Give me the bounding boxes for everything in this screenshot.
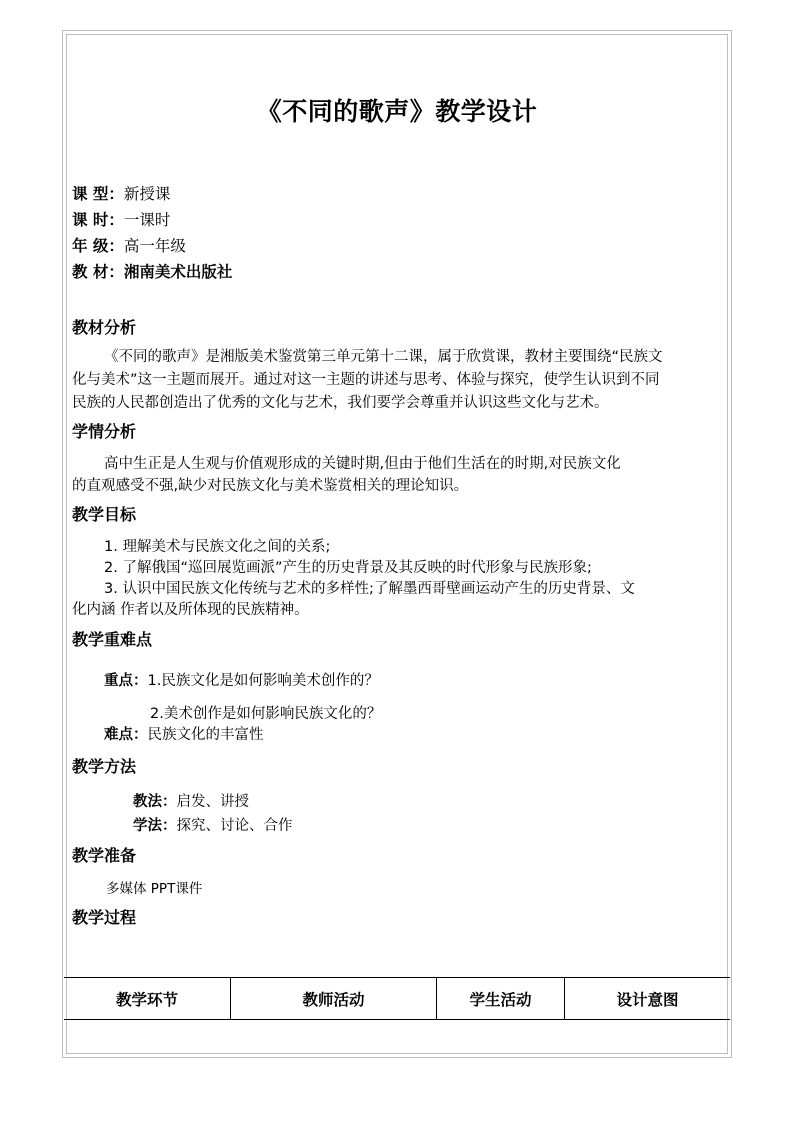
heading-process: 教学过程 (72, 908, 137, 927)
heading-students: 学情分析 (72, 422, 137, 441)
key-point-2: 2.美术创作是如何影响民族文化的？ (150, 706, 382, 722)
heading-prep: 教学准备 (72, 846, 137, 865)
document-title: 《不同的歌声》教学设计 (256, 97, 538, 126)
meta-type-value: 新授课 (123, 185, 171, 203)
meta-grade-label: 年 级： (72, 237, 124, 255)
heading-goals: 教学目标 (72, 505, 137, 524)
goal-line-4: 化内涵 作者以及所体现的民族精神。 (72, 602, 309, 618)
key-point-1 (104, 669, 379, 690)
difficult-point (104, 723, 264, 744)
meta-textbook-label: 教 材： (72, 263, 124, 281)
teaching-method (133, 790, 249, 811)
learning-method (133, 814, 293, 835)
meta-type-label: 课 型： (72, 185, 124, 203)
meta-textbook (72, 260, 232, 282)
key-text-1: 1.民族文化是如何影响美术创作的？ (147, 673, 379, 689)
meta-textbook-value: 湘南美术出版社 (123, 263, 233, 281)
meta-period-label: 课 时： (72, 211, 124, 229)
teaching-method-label: 教法： (133, 794, 177, 810)
heading-analysis: 教材分析 (72, 318, 137, 337)
table-header-intent: 设计意图 (564, 978, 730, 1019)
meta-grade (72, 234, 186, 256)
goal-line-2: 2. 了解俄国“巡回展览画派”产生的历史背景及其反映的时代形象与民族形象; (104, 560, 592, 576)
table-header-stage: 教学环节 (115, 990, 178, 1009)
key-label: 重点： (104, 673, 148, 689)
meta-period-value: 一课时 (123, 211, 171, 229)
students-line-2: 的直观感受不强,缺少对民族文化与美术鉴赏相关的理论知识。 (72, 478, 469, 494)
heading-keypoints: 教学重难点 (72, 630, 153, 649)
table-header-teacher: 教师活动 (230, 978, 436, 1019)
difficult-text: 民族文化的丰富性 (147, 727, 264, 743)
heading-methods: 教学方法 (72, 757, 137, 776)
learning-method-label: 学法： (133, 818, 177, 834)
table-header-student: 学生活动 (436, 978, 564, 1019)
teaching-method-text: 启发、讲授 (176, 794, 249, 810)
meta-type (72, 182, 170, 204)
analysis-line-1: 《不同的歌声》是湘版美术鉴赏第三单元第十二课，属于欣赏课，教材主要围绕“民族文 (104, 349, 663, 365)
goal-line-1: 1. 理解美术与民族文化之间的关系; (104, 539, 331, 555)
prep-text: 多媒体 PPT课件 (106, 881, 203, 897)
meta-grade-value: 高一年级 (123, 237, 186, 255)
difficult-label: 难点： (104, 727, 148, 743)
analysis-line-2: 化与美术”这一主题而展开。通过对这一主题的讲述与思考、体验与探究，使学生认识到不同 (72, 372, 660, 388)
process-table-header (64, 977, 730, 1020)
analysis-line-3: 民族的人民都创造出了优秀的文化与艺术，我们要学会尊重并认识这些文化与艺术。 (72, 395, 609, 411)
meta-period (72, 208, 170, 230)
goal-line-3: 3. 认识中国民族文化传统与艺术的多样性;了解墨西哥壁画运动产生的历史背景、文 (104, 581, 635, 597)
learning-method-text: 探究、讨论、合作 (176, 818, 293, 834)
students-line-1: 高中生正是人生观与价值观形成的关键时期,但由于他们生活在的时期,对民族文化 (104, 456, 621, 472)
